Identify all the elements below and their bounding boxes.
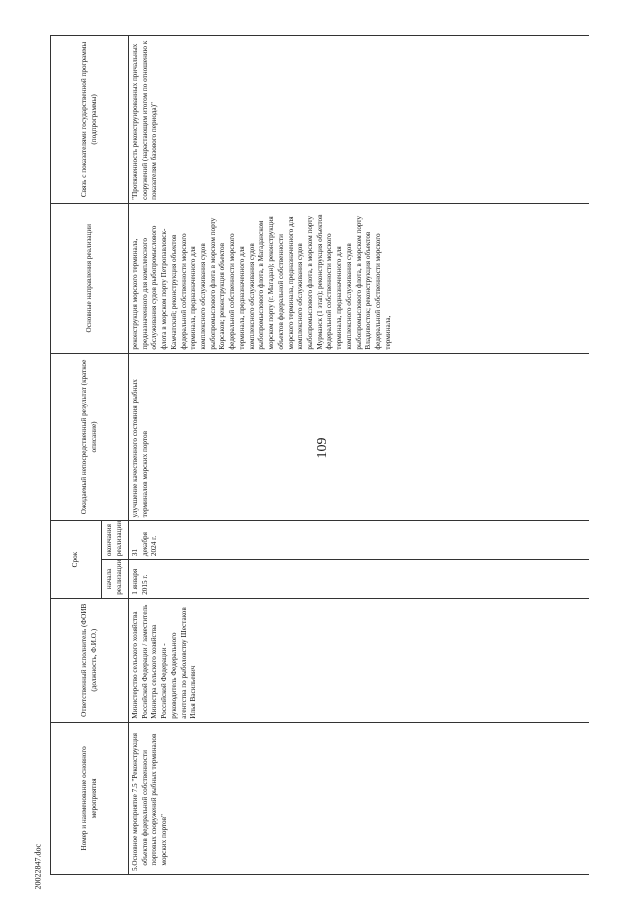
- header-term-start: начала реализации: [102, 560, 129, 599]
- cell-start: 1 января 2015 г.: [129, 560, 590, 599]
- row-index: 5.: [131, 865, 139, 871]
- table-row: [129, 36, 590, 875]
- cell-end: 31 декабря 2024 г.: [129, 521, 590, 560]
- header-main-directions: Основные направления реализации: [51, 203, 129, 353]
- cell-main-directions: реконструкция морского терминала, предназначенного для комплексного обслуживания судов рыбопромыслового флота в морском порту Петропавловск-Камчатский; реконструкция объектов федеральной собственности морского терминала, предназначенного для комплексного обслуживания судов рыбопромыслового флота в морском порту Корсаков; реконструкция объектов федеральной собственности морского терминала, предназначенного для комплексного обслуживания судов рыбопромыслового флота, в Магаданском морском порту (г. Магадан); реконструкция объектов федеральной собственности морского терминала, предназначенного для комплексного обслуживания судов рыбопромыслового флота, в морском порту Мурманск (1 этап); реконструкция объектов федеральной собственности морского терминала, предназначенного для комплексного обслуживания судов рыбопромыслового флота, в морском порту Владивосток; реконструкция объектов федеральной собственности морского терминала,: [129, 203, 590, 353]
- cell-expected-result: улучшение качественного состояния рыбных терминалов морских портов: [129, 353, 590, 521]
- activities-table: [50, 35, 589, 875]
- cell-link-indicators: "Протяженность реконструированных причальных сооружений (нарастающим итогом по отношению к показателям базового периода)": [129, 36, 590, 204]
- header-number-name: Номер и наименование основного мероприятия: [51, 722, 129, 874]
- header-term-end: окончания реализации: [102, 521, 129, 560]
- header-link-indicators: Связь с показателями государственной программы (подпрограммы): [51, 36, 129, 204]
- document-id: 20022847.doc: [33, 843, 43, 890]
- activity-name: Основное мероприятие 7.5 "Реконструкция объектов федеральной собственности портовых сооружений рыбных терминалов морских портов": [131, 733, 169, 866]
- rotated-table-sheet: [50, 35, 578, 875]
- cell-number-name: [129, 722, 590, 874]
- header-term: Срок: [51, 521, 102, 598]
- page-number: 109: [315, 437, 330, 459]
- cell-responsible: Министерство сельского хозяйства Российской Федерации / заместитель Министра сельского хозяйства Российской Федерации - руководитель Федерального агентства по рыболовству Шестаков Илья Васильевич: [129, 598, 590, 722]
- header-expected-result: Ожидаемый непосредственный результат (краткое описание): [51, 353, 129, 521]
- header-responsible: Ответственный исполнитель (ФОИВ (должность, Ф.И.О.): [51, 598, 129, 722]
